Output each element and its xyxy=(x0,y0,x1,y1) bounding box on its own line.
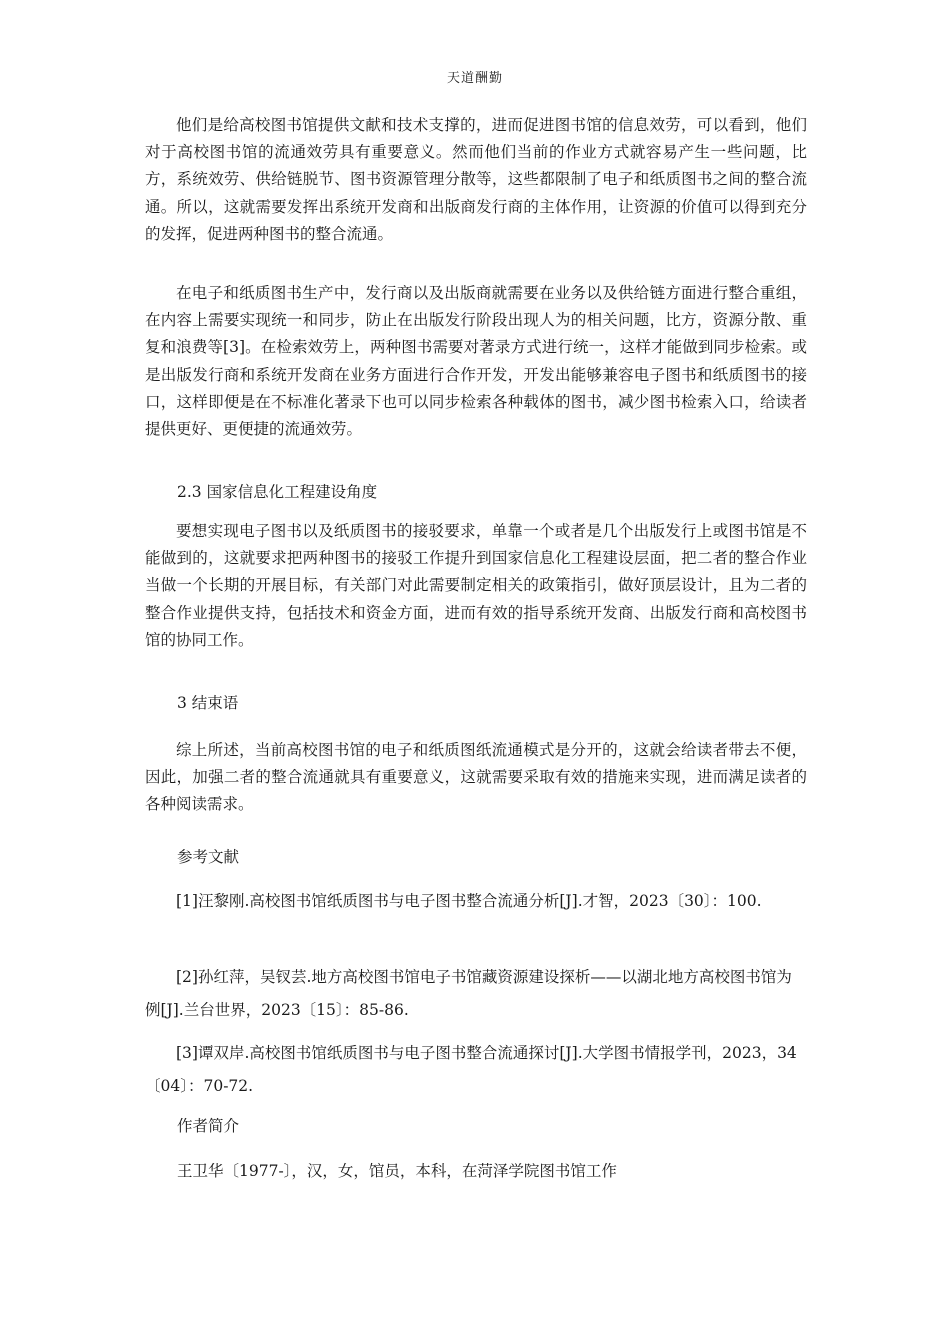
author-intro-heading: 作者简介 xyxy=(177,1117,240,1135)
paragraph-4: 综上所述，当前高校图书馆的电子和纸质图纸流通模式是分开的，这就会给读者带去不便，因此，加强二者的整合流通就具有重要意义，这就需要采取有效的措施来实现，进而满足读者的各种阅读需求。 xyxy=(145,741,807,814)
author-info: 王卫华〔1977-〕，汉，女，馆员，本科，在菏泽学院图书馆工作 xyxy=(177,1162,617,1180)
reference-item-3: [3]谭双岸.高校图书馆纸质图书与电子图书整合流通探讨[J].大学图书情报学刊，2023，34〔04〕：70-72. xyxy=(145,1044,797,1095)
paragraph-3: 要想实现电子图书以及纸质图书的接驳要求，单靠一个或者是几个出版发行上或图书馆是不能做到的，这就要求把两种图书的接驳工作提升到国家信息化工程建设层面，把二者的整合作业当做一个长期的开展目标，有关部门对此需要制定相关的政策指引，做好顶层设计，且为二者的整合作业提供支持，包括技术和资金方面，进而有效的指导系统开发商、出版发行商和高校图书馆的协同工作。 xyxy=(145,522,807,649)
reference-item-2: [2]孙红萍，吴钗芸.地方高校图书馆电子书馆藏资源建设探析——以湖北地方高校图书馆为例[J].兰台世界，2023〔15〕：85-86. xyxy=(145,968,792,1019)
paragraph-1: 他们是给高校图书馆提供文献和技术支撑的，进而促进图书馆的信息效劳，可以看到，他们对于高校图书馆的流通效劳具有重要意义。然而他们当前的作业方式就容易产生一些问题，比方，系统效劳、供给链脱节、图书资源管理分散等，这些都限制了电子和纸质图书之间的整合流通。所以，这就需要发挥出系统开发商和出版商发行商的主体作用，让资源的价值可以得到充分的发挥，促进两种图书的整合流通。 xyxy=(145,116,807,243)
paragraph-2: 在电子和纸质图书生产中，发行商以及出版商就需要在业务以及供给链方面进行整合重组，在内容上需要实现统一和同步，防止在出版发行阶段出现人为的相关问题，比方，资源分散、重复和浪费等[3]。在检索效劳上，两种图书需要对著录方式进行统一，这样才能做到同步检索。或是出版发行商和系统开发商在业务方面进行合作开发，开发出能够兼容电子图书和纸质图书的接口，这样即便是在不标准化著录下也可以同步检索各种载体的图书，减少图书检索入口，给读者提供更好、更便捷的流通效劳。 xyxy=(145,284,807,439)
section-heading-2-3: 2.3 国家信息化工程建设角度 xyxy=(177,483,378,501)
section-heading-3: 3 结束语 xyxy=(177,694,239,712)
references-heading: 参考文献 xyxy=(177,848,240,866)
page-header: 天道酬勤 xyxy=(446,71,503,86)
reference-item-1: [1]汪黎刚.高校图书馆纸质图书与电子图书整合流通分析[J].才智，2023〔30〕：100. xyxy=(176,892,762,910)
